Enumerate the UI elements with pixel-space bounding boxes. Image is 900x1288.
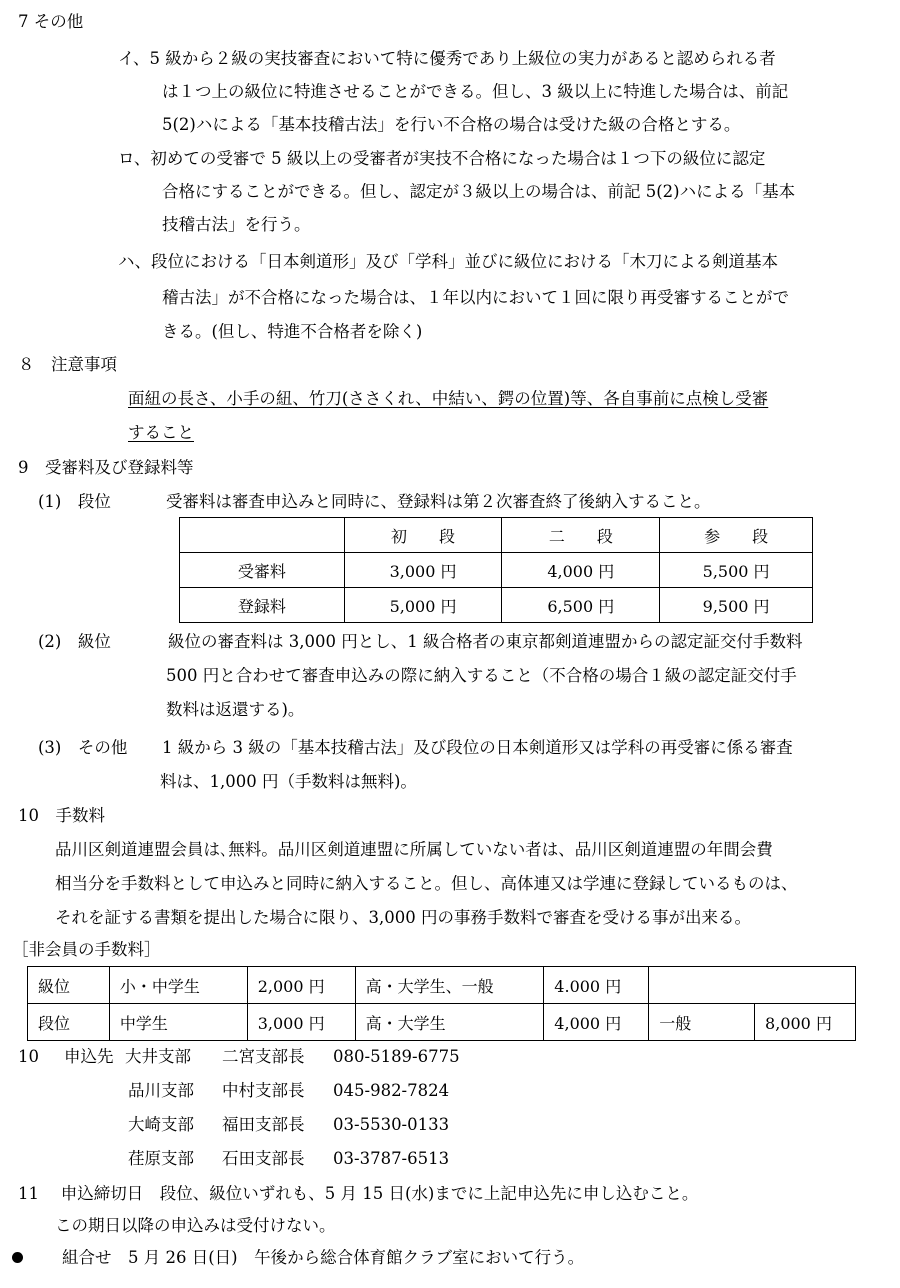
- nonmember-title: ［非会員の手数料］: [12, 940, 161, 959]
- table-cell-empty: [649, 967, 856, 1004]
- fee-table-header-row: [180, 518, 813, 553]
- s7-i-line3: 5(2)ハによる「基本技稽古法」を行い不合格の場合は受けた級の合格とする。: [162, 115, 741, 134]
- fee-table-row: [180, 588, 813, 623]
- apply-section-number: 10: [18, 1047, 39, 1066]
- apply-contact: 二宮支部長: [222, 1047, 305, 1066]
- s10-line2: 相当分を手数料として申込みと同時に納入すること。但し、高体連又は学連に登録しているものは、: [55, 874, 798, 893]
- s9-p2-line3: 数料は返還する)。: [166, 700, 305, 719]
- s9-p3-line2: 料は、1,000 円（手数料は無料)。: [160, 772, 417, 791]
- s7-ha-line1: ハ、段位における「日本剣道形」及び「学科」並びに級位における「木刀による剣道基本: [118, 252, 778, 271]
- apply-branch: 荏原支部: [128, 1149, 194, 1168]
- s7-ro-line1: ロ、初めての受審で 5 級以上の受審者が実技不合格になった場合は１つ下の級位に認定: [118, 149, 766, 168]
- fee-cell: 登録料: [180, 588, 345, 623]
- fee-header-cell: 初 段: [344, 518, 502, 553]
- table-cell: 中学生: [109, 1004, 247, 1041]
- table-cell: 高・大学生、一般: [355, 967, 544, 1004]
- fee-header-cell: 二 段: [502, 518, 660, 553]
- s8-line1: 面紐の長さ、小手の紐、竹刀(ささくれ、中結い、鍔の位置)等、各自事前に点検し受審: [128, 389, 769, 408]
- table-cell: 小・中学生: [109, 967, 247, 1004]
- apply-contact: 福田支部長: [222, 1115, 305, 1134]
- apply-branch: 大崎支部: [128, 1115, 194, 1134]
- bullet-icon: [12, 1252, 23, 1263]
- s9-p3-line1: 1 級から 3 級の「基本技稽古法」及び段位の日本剣道形又は学科の再受審に係る審査: [162, 738, 793, 757]
- fee-table-row: [180, 553, 813, 588]
- apply-branch: 品川支部: [128, 1081, 194, 1100]
- s8-line2: すること: [128, 423, 194, 442]
- fee-header-cell: 参 段: [660, 518, 813, 553]
- fee-cell: 5,500 円: [660, 553, 813, 588]
- table-cell: 2,000 円: [247, 967, 355, 1004]
- nonmember-fee-table: [27, 966, 856, 1041]
- table-cell: 8,000 円: [755, 1004, 856, 1041]
- s9-p2-line2: 500 円と合わせて審査申込みの際に納入すること（不合格の場合１級の認定証交付手: [166, 666, 797, 685]
- apply-phone: 080-5189-6775: [333, 1047, 460, 1066]
- table-row: [28, 967, 856, 1004]
- s9-p2-line1: 級位の審査料は 3,000 円とし、1 級合格者の東京都剣道連盟からの認定証交付手数料: [168, 632, 803, 651]
- apply-contact: 石田支部長: [222, 1149, 305, 1168]
- s10-line1: 品川区剣道連盟会員は､無料。品川区剣道連盟に所属していない者は、品川区剣道連盟の年間会費: [55, 840, 773, 859]
- fee-cell: 受審料: [180, 553, 345, 588]
- fee-header-cell: [180, 518, 345, 553]
- apply-phone: 045-982-7824: [333, 1081, 450, 1100]
- section-9-heading: 9 受審料及び登録料等: [18, 458, 194, 477]
- table-row: [28, 1004, 856, 1041]
- s7-ro-line2: 合格にすることができる。但し、認定が３級以上の場合は、前記 5(2)ハによる「基本: [162, 182, 796, 201]
- s11-line1: 11 申込締切日 段位、級位いずれも、5 月 15 日(水)までに上記申込先に申し込むこと。: [18, 1184, 699, 1203]
- s9-p1-text: 受審料は審査申込みと同時に、登録料は第２次審査終了後納入すること。: [166, 492, 711, 511]
- s9-p1-label: (1) 段位: [38, 492, 111, 511]
- section-8-heading: ８ 注意事項: [18, 355, 117, 374]
- s9-p2-label: (2) 級位: [38, 632, 111, 651]
- s7-ha-line2: 稽古法」が不合格になった場合は、１年以内において１回に限り再受審することがで: [162, 288, 789, 307]
- section-7-heading: 7 その他: [18, 12, 84, 31]
- table-cell: 3,000 円: [247, 1004, 355, 1041]
- apply-phone: 03-3787-6513: [333, 1149, 450, 1168]
- s11-line2: この期日以降の申込みは受付けない。: [55, 1216, 336, 1235]
- fee-cell: 4,000 円: [502, 553, 660, 588]
- table-cell: 4.000 円: [544, 967, 649, 1004]
- table-cell: 段位: [28, 1004, 110, 1041]
- s9-p3-label: (3) その他: [38, 738, 128, 757]
- fee-cell: 5,000 円: [344, 588, 502, 623]
- s7-ha-line3: きる。(但し、特進不合格者を除く): [162, 322, 423, 341]
- fee-cell: 9,500 円: [660, 588, 813, 623]
- table-cell: 一般: [649, 1004, 755, 1041]
- fee-cell: 6,500 円: [502, 588, 660, 623]
- table-cell: 高・大学生: [355, 1004, 544, 1041]
- apply-contact: 中村支部長: [222, 1081, 305, 1100]
- table-cell: 級位: [28, 967, 110, 1004]
- s7-i-line2: は１つ上の級位に特進させることができる。但し、3 級以上に特進した場合は、前記: [162, 82, 789, 101]
- apply-phone: 03-5530-0133: [333, 1115, 450, 1134]
- s7-ro-line3: 技稽古法」を行う。: [162, 215, 311, 234]
- apply-branch: 大井支部: [125, 1047, 191, 1066]
- table-cell: 4,000 円: [544, 1004, 649, 1041]
- s10-line3: それを証する書類を提出した場合に限り、3,000 円の事務手数料で審査を受ける事が出来る。: [55, 908, 751, 927]
- apply-section-label: 申込先: [64, 1047, 114, 1066]
- fee-table: [179, 517, 813, 623]
- fee-cell: 3,000 円: [344, 553, 502, 588]
- section-10-heading: 10 手数料: [18, 806, 105, 825]
- s7-i-line1: イ、5 級から２級の実技審査において特に優秀であり上級位の実力があると認められる者: [118, 49, 776, 68]
- schedule-line: 組合せ 5 月 26 日(日) 午後から総合体育館クラブ室において行う。: [62, 1248, 585, 1267]
